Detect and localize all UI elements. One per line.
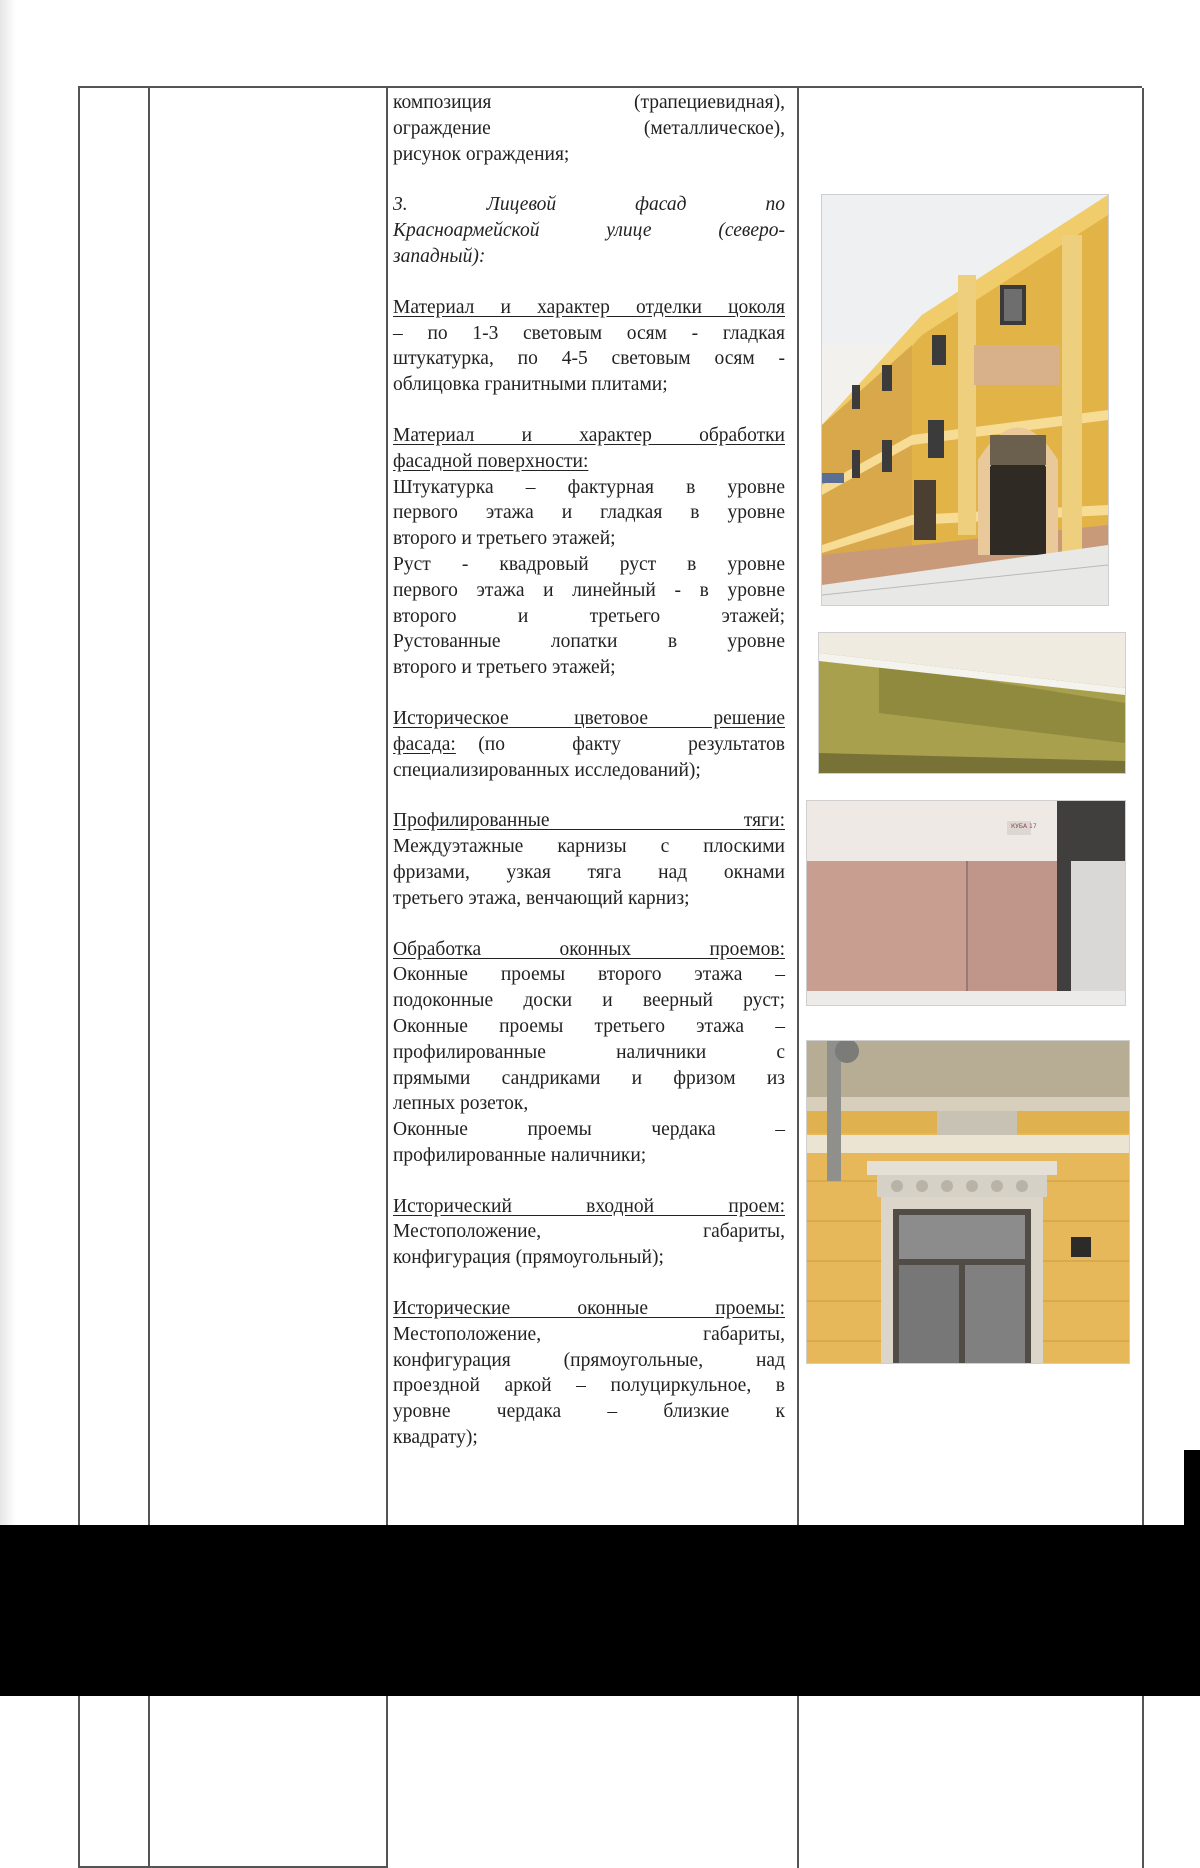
- paragraph: [393, 192, 785, 269]
- text-line: профилированные наличники;: [393, 1144, 647, 1166]
- text-line: Штукатурка – фактурная в уровне: [393, 476, 785, 498]
- text-line: прямыми сандриками и фризом из: [393, 1067, 785, 1089]
- text-line: квадрату);: [393, 1427, 478, 1449]
- text-line: Оконные проемы второго этажа –: [393, 964, 785, 986]
- sign-text: КУБА 17: [1011, 823, 1037, 830]
- scan-edge-dark: [1184, 1450, 1200, 1530]
- scan-edge-shadow: [0, 0, 16, 1696]
- section-heading: Историческое цветовое решение: [393, 707, 785, 729]
- text-line: второго и третьего этажей;: [393, 657, 616, 679]
- paragraph: [393, 1296, 785, 1451]
- text-line: Оконные проемы третьего этажа –: [393, 1015, 785, 1037]
- line-text: (по факту результатов: [455, 733, 785, 755]
- text-line: первого этажа и гладкая в уровне: [393, 502, 785, 524]
- text-line: специализированных исследований);: [393, 759, 701, 781]
- paragraph: [393, 808, 785, 911]
- text-line: Междуэтажные карнизы с плоскими: [393, 836, 785, 858]
- text-line: 3. Лицевой фасад по: [393, 194, 785, 216]
- text-line: уровне чердака – близкие к: [393, 1401, 785, 1423]
- text-line: первого этажа и линейный - в уровне: [393, 579, 785, 601]
- section-heading: Исторический входной проем:: [393, 1195, 785, 1217]
- section-heading-cont: фасадной поверхности:: [393, 450, 589, 472]
- bottom-line-left: [78, 1866, 386, 1868]
- text-line: третьего этажа, венчающий карниз;: [393, 887, 690, 909]
- text-line: Руст - квадровый руст в уровне: [393, 553, 785, 575]
- text-line: штукатурка, по 4-5 световым осям -: [393, 348, 785, 370]
- text-line: фризами, узкая тяга над окнами: [393, 861, 785, 883]
- text-line: западный):: [393, 245, 486, 267]
- text-line: Местоположение, габариты,: [393, 1323, 785, 1345]
- description-cell: [393, 90, 785, 1476]
- window-detail-photo: [806, 1040, 1130, 1364]
- text-line: лепных розеток,: [393, 1093, 529, 1115]
- text-line: Красноармейской улице (северо-: [393, 220, 785, 242]
- section-heading: Материал и характер обработки: [393, 424, 785, 446]
- plinth-photo: [818, 632, 1126, 774]
- text-line: подоконные доски и веерный руст;: [393, 990, 785, 1012]
- text-line: облицовка гранитными плитами;: [393, 374, 668, 396]
- text-line: Местоположение, габариты,: [393, 1221, 785, 1243]
- granite-plinth-photo: [806, 800, 1126, 1006]
- paragraph: [393, 295, 785, 398]
- text-line: композиция (трапециевидная),: [393, 92, 785, 113]
- text-line: второго и третьего этажей;: [393, 528, 616, 550]
- section-heading: Исторические оконные проемы:: [393, 1298, 785, 1320]
- section-heading: Профилированные тяги:: [393, 810, 785, 832]
- text-line: – по 1-3 световым осям - гладкая: [393, 322, 785, 344]
- facade-photo-building: [821, 194, 1109, 606]
- paragraph: [393, 1194, 785, 1271]
- scan-bottom-dark-band: [0, 1525, 1200, 1696]
- section-heading-mixed-line: [393, 732, 785, 758]
- text-line: конфигурация (прямоугольный);: [393, 1247, 664, 1269]
- paragraph: [393, 90, 785, 167]
- text-line: проездной аркой – полуциркульное, в: [393, 1375, 785, 1397]
- text-line: ограждение (металлическое),: [393, 117, 785, 139]
- section-heading: Обработка оконных проемов:: [393, 938, 785, 960]
- text-line: второго и третьего этажей;: [393, 605, 785, 627]
- text-line: рисунок ограждения;: [393, 143, 570, 165]
- text-line: профилированные наличники с: [393, 1041, 785, 1063]
- paragraph: [393, 706, 785, 783]
- text-line: конфигурация (прямоугольные, над: [393, 1349, 785, 1371]
- paragraph: [393, 423, 785, 681]
- text-line: Оконные проемы чердака –: [393, 1119, 785, 1141]
- text-line: Рустованные лопатки в уровне: [393, 631, 785, 653]
- section-heading: Материал и характер отделки цоколя: [393, 296, 785, 318]
- section-heading-cont: фасада:: [393, 733, 456, 755]
- paragraph: [393, 937, 785, 1169]
- table-top-border: [78, 86, 1142, 88]
